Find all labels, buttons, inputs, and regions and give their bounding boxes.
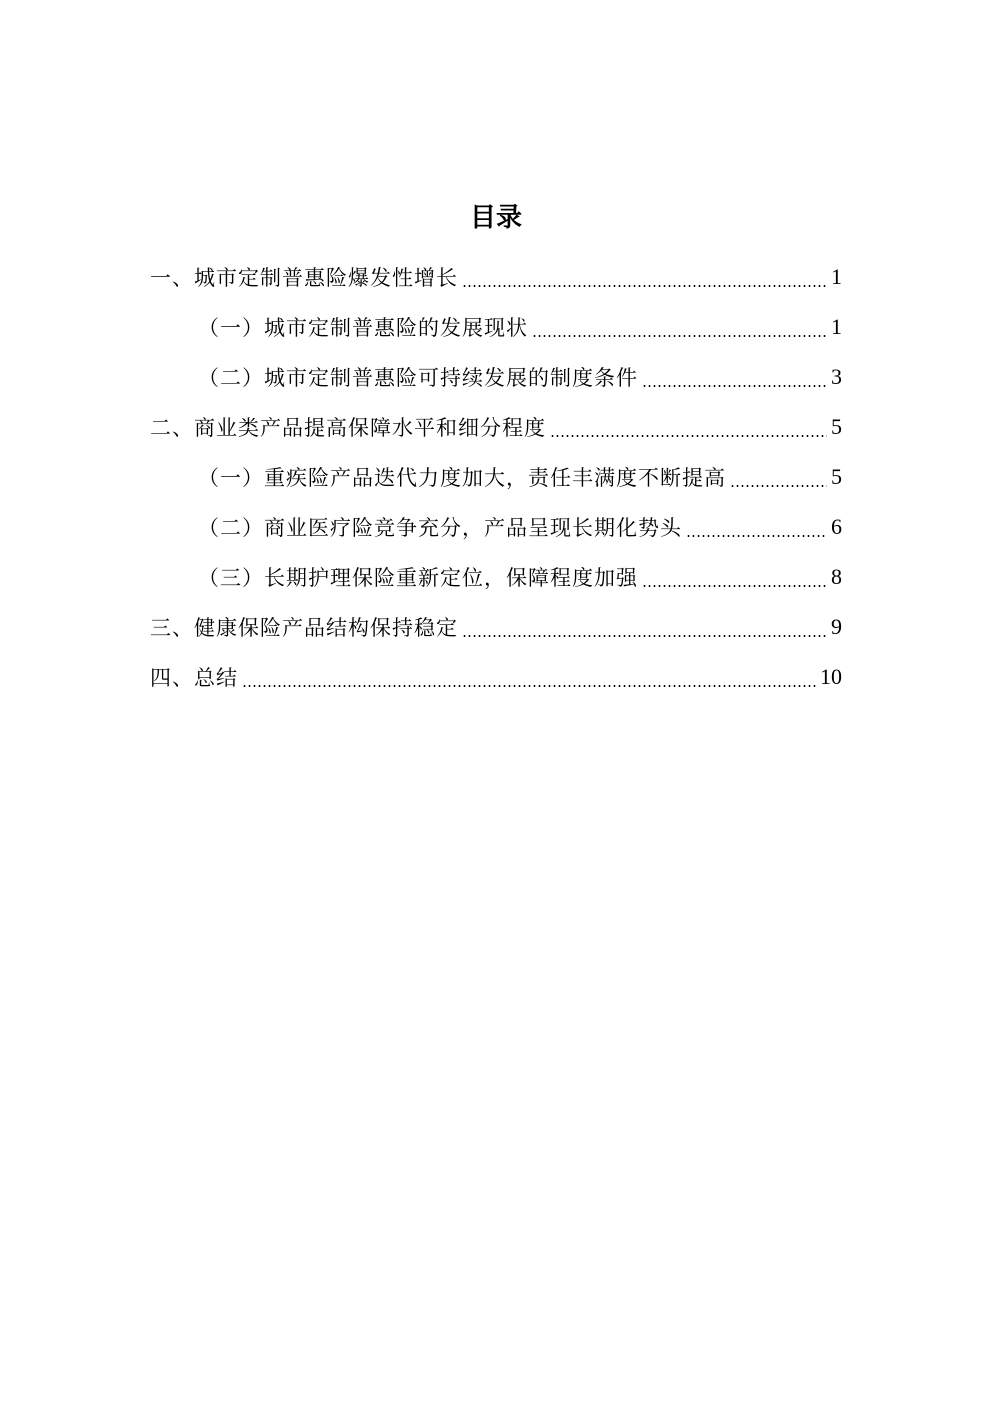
- dot-leader: [730, 485, 827, 487]
- dot-leader: [242, 685, 816, 687]
- toc-entry-label: （二）城市定制普惠险可持续发展的制度条件: [198, 366, 638, 390]
- toc-entry-page: 9: [831, 614, 842, 639]
- toc-entry[interactable]: [198, 552, 842, 602]
- toc-entry-page: 1: [831, 314, 842, 339]
- dot-leader: [462, 285, 827, 287]
- toc-entry[interactable]: [198, 502, 842, 552]
- toc-entry-page: 1: [831, 264, 842, 289]
- toc-entry-label: 四、总结: [150, 666, 238, 690]
- toc-entry-page: 5: [831, 414, 842, 439]
- dot-leader: [532, 335, 827, 337]
- toc-entry-label: 一、城市定制普惠险爆发性增长: [150, 266, 458, 290]
- dot-leader: [642, 585, 827, 587]
- toc-entry-page: 10: [820, 664, 842, 689]
- dot-leader: [686, 535, 827, 537]
- toc-entry-label: （二）商业医疗险竞争充分，产品呈现长期化势头: [198, 516, 682, 540]
- toc-entry-page: 8: [831, 564, 842, 589]
- dot-leader: [642, 385, 827, 387]
- dot-leader: [550, 435, 827, 437]
- toc-entry-label: （一）重疾险产品迭代力度加大，责任丰满度不断提高: [198, 466, 726, 490]
- toc-entry[interactable]: [198, 352, 842, 402]
- toc-entry-page: 6: [831, 514, 842, 539]
- toc-entry-label: （一）城市定制普惠险的发展现状: [198, 316, 528, 340]
- toc-entry-label: （三）长期护理保险重新定位，保障程度加强: [198, 566, 638, 590]
- toc-entry-label: 三、健康保险产品结构保持稳定: [150, 616, 458, 640]
- dot-leader: [462, 635, 827, 637]
- toc-entry-page: 5: [831, 464, 842, 489]
- toc-entry[interactable]: [150, 652, 842, 702]
- toc-entry[interactable]: [198, 302, 842, 352]
- toc-entry[interactable]: [150, 252, 842, 302]
- toc-title: 目录: [469, 203, 522, 233]
- toc-list: [0, 252, 992, 702]
- toc-entry-label: 二、商业类产品提高保障水平和细分程度: [150, 416, 546, 440]
- toc-entry[interactable]: [150, 602, 842, 652]
- toc-entry[interactable]: [198, 452, 842, 502]
- toc-entry-page: 3: [831, 364, 842, 389]
- toc-entry[interactable]: [150, 402, 842, 452]
